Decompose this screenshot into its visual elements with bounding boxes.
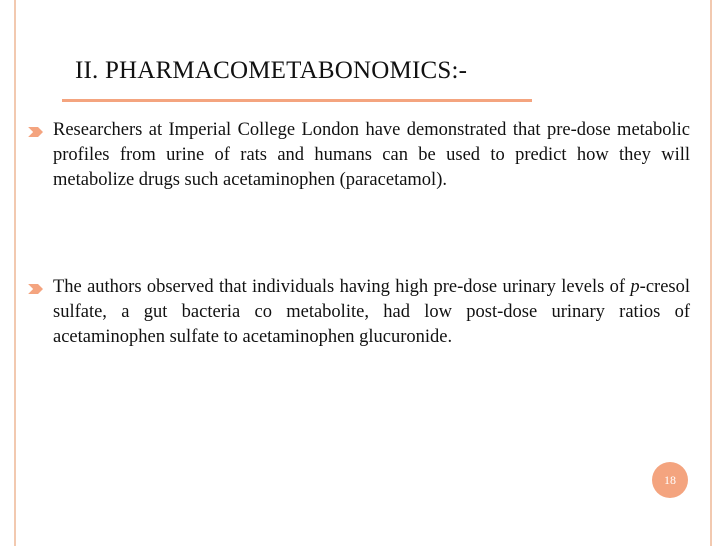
bullet-text-2 <box>53 275 690 350</box>
arrow-bullet-icon <box>25 279 45 299</box>
bullet-text-2-post: -cresol sulfate, a gut bacteria co metabolite, had low post-dose urinary ratios of acetaminophen sulfate to acetaminophen glucuronide. <box>53 277 690 347</box>
title-underline <box>62 99 532 102</box>
page-number: 18 <box>664 472 676 487</box>
bullet-text-2-pre: The authors observed that individuals having high pre-dose urinary levels of <box>53 277 631 297</box>
arrow-bullet-icon <box>25 122 45 142</box>
bullet-text-1: Researchers at Imperial College London have demonstrated that pre-dose metabolic profiles from urine of rats and humans can be used to predict how they will metabolize drugs such acetaminophen (paracetamol). <box>53 120 690 190</box>
slide-title: II. PHARMACOMETABONOMICS:- <box>75 57 468 84</box>
page-number-badge <box>652 462 688 498</box>
bullet-item-2 <box>25 275 690 350</box>
bullet-item-1 <box>25 118 690 193</box>
bullet-text-2-italic: p <box>630 277 640 297</box>
